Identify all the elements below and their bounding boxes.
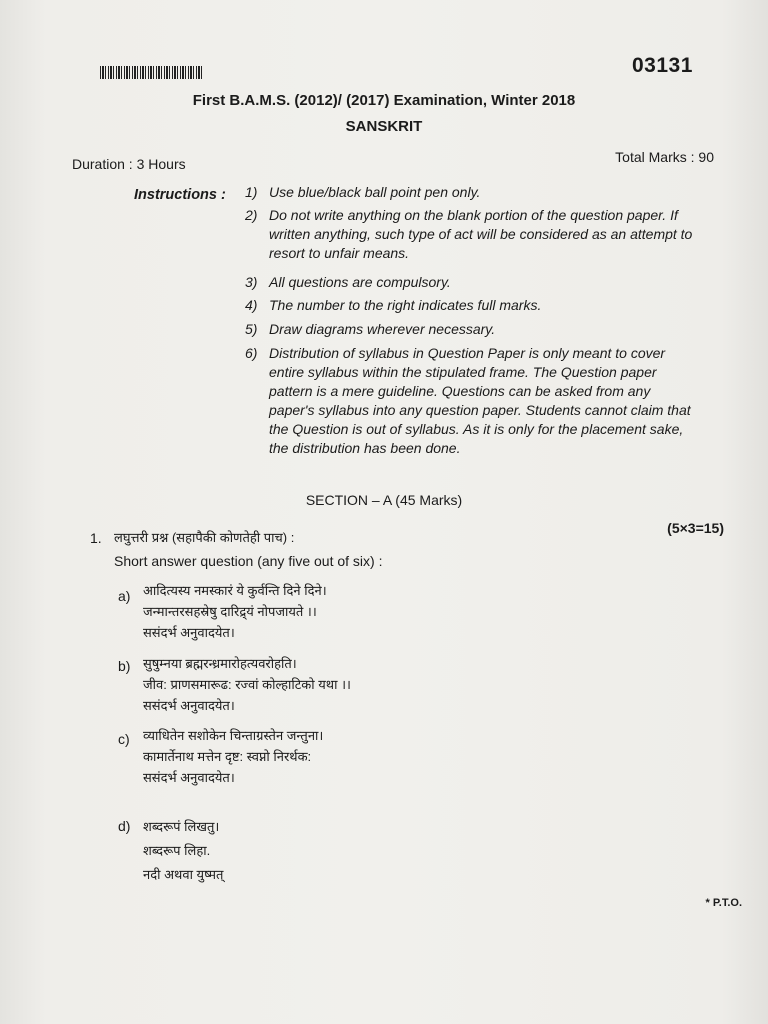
instruction-1 bbox=[245, 183, 697, 202]
pto-note: * P.T.O. bbox=[705, 897, 742, 909]
question-heading-marathi: लघुत्तरी प्रश्न (सहापैकी कोणतेही पाच) : bbox=[114, 530, 295, 545]
verse-line: जन्मान्तरसहस्रेषु दारिद्र्यं नोपजायते ।। bbox=[143, 604, 317, 619]
total-marks: Total Marks : 90 bbox=[615, 149, 714, 165]
instruction-number: 5) bbox=[245, 321, 258, 337]
item-b-text bbox=[143, 653, 351, 716]
verse-line: आदित्यस्य नमस्कारं ये कुर्वन्ति दिने दिने। bbox=[143, 583, 327, 598]
section-heading: SECTION – A (45 Marks) bbox=[305, 492, 463, 508]
instruction-text: Draw diagrams wherever necessary. bbox=[269, 321, 496, 337]
verse-line: शब्दरूपं लिखतु। bbox=[143, 819, 220, 834]
item-a-text bbox=[143, 580, 327, 643]
instruction-text: All questions are compulsory. bbox=[269, 274, 451, 290]
instruction-line: ससंदर्भ अनुवादयेत। bbox=[143, 625, 235, 640]
instruction-6 bbox=[245, 344, 697, 458]
verse-line: जीव: प्राणसमारूढ: रज्वां कोल्हाटिको यथा ।। bbox=[143, 677, 351, 692]
instruction-2 bbox=[245, 206, 697, 263]
instruction-line: ससंदर्भ अनुवादयेत। bbox=[143, 770, 235, 785]
instructions-label: Instructions : bbox=[134, 187, 226, 203]
item-label: d) bbox=[118, 818, 131, 834]
item-label: c) bbox=[118, 731, 130, 747]
duration: Duration : 3 Hours bbox=[72, 156, 186, 172]
instruction-number: 6) bbox=[245, 345, 258, 361]
paper-code: 03131 bbox=[632, 54, 693, 77]
exam-title: First B.A.M.S. (2012)/ (2017) Examination, Winter 2018 bbox=[192, 92, 576, 109]
item-d-text bbox=[143, 815, 223, 887]
instruction-line: ससंदर्भ अनुवादयेत। bbox=[143, 698, 235, 713]
item-c-text bbox=[143, 725, 323, 788]
instruction-number: 3) bbox=[245, 274, 258, 290]
instruction-number: 4) bbox=[245, 297, 258, 313]
verse-line: कामार्तेनाथ मत्तेन दृष्ट: स्वप्नो निरर्थक: bbox=[143, 749, 312, 764]
instruction-number: 2) bbox=[245, 207, 258, 223]
item-label: a) bbox=[118, 588, 131, 604]
barcode bbox=[100, 66, 202, 79]
question-number: 1. bbox=[90, 530, 102, 546]
instruction-text: Distribution of syllabus in Question Paper is only meant to cover entire syllabus within the stipulated frame. The Question paper pattern is a mere guideline. Questions can be asked from any paper's syllabus into any question paper. Students cannot claim that the Question is out of syllabus. As it is only for the placement sake, the distribution has been done. bbox=[269, 345, 691, 456]
instruction-text: The number to the right indicates full marks. bbox=[269, 297, 542, 313]
verse-line: सुषुम्नया ब्रह्मरन्ध्रमारोहत्यवरोहति। bbox=[143, 656, 297, 671]
instruction-5 bbox=[245, 320, 697, 339]
item-label: b) bbox=[118, 658, 131, 674]
question-heading-english: Short answer question (any five out of six) : bbox=[114, 553, 383, 569]
instruction-number: 1) bbox=[245, 184, 258, 200]
verse-line: नदी अथवा युष्मत् bbox=[143, 867, 224, 882]
verse-line: शब्दरूप लिहा. bbox=[143, 843, 211, 858]
question-marks: (5×3=15) bbox=[667, 520, 724, 536]
verse-line: व्याधितेन सशोकेन चिन्ताग्रस्तेन जन्तुना। bbox=[143, 728, 324, 743]
instruction-3 bbox=[245, 273, 697, 292]
instruction-4 bbox=[245, 296, 697, 315]
subject-title: SANSKRIT bbox=[345, 118, 423, 135]
instruction-text: Use blue/black ball point pen only. bbox=[269, 184, 481, 200]
instruction-text: Do not write anything on the blank portion of the question paper. If written anything, such type of act will be considered as an attempt to resort to unfair means. bbox=[269, 207, 693, 261]
